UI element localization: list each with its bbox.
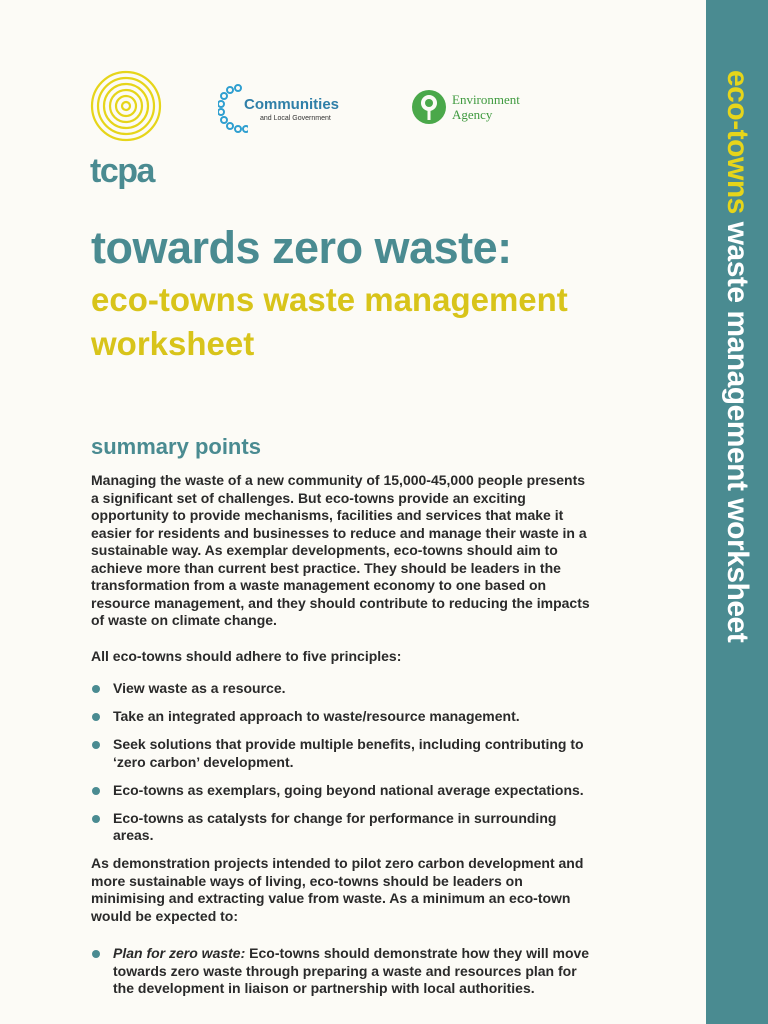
principles-lead: All eco-towns should adhere to five principles: (91, 647, 402, 664)
expectation-label: Plan for zero waste: (113, 945, 246, 961)
demonstration-paragraph: As demonstration projects intended to pilot zero carbon development and more sustainable ways of living, eco-towns should be leaders on minimising and extracting value from waste. As a minimum an eco-town would be expected to: (91, 855, 584, 924)
list-item: Eco-towns as exemplars, going beyond national average expectations. (91, 782, 591, 800)
environment-agency-tree-logo-icon (410, 88, 448, 126)
intro-paragraph: Managing the waste of a new community of 15,000-45,000 people presents a significant set of challenges. But eco-towns provide an exciting opportunity to provide mechanisms, facilities and services that make it easier for residents and businesses to reduce and manage their waste in a sustainable way. As exemplar developments, eco-towns should aim to achieve more than current best practice. They should be leaders in the transformation from a waste management economy to one based on resource management, and they should contribute to reducing the impacts of waste on climate change. (91, 472, 590, 628)
expectation-text: Eco-towns should demonstrate how they will move towards zero waste through preparing a waste and resources plan for the development in liaison or partnership with local authorities. (113, 945, 590, 996)
side-banner-title-highlight: eco-towns (721, 70, 754, 214)
list-item: Take an integrated approach to waste/resource management. (91, 708, 591, 726)
communities-logo (218, 84, 363, 134)
ea-line1: Environment (452, 92, 520, 107)
page-title: towards zero waste: (91, 222, 512, 273)
environment-agency-logo (410, 88, 550, 128)
list-item: Seek solutions that provide multiple benefits, including contributing to ‘zero carbon’ development. (91, 736, 591, 771)
communities-wordmark: Communities (244, 96, 340, 113)
side-banner-title-rest: waste management worksheet (721, 213, 754, 643)
section-heading: summary points (91, 434, 261, 459)
list-item: View waste as a resource. (91, 680, 591, 698)
expectations-list (91, 945, 591, 998)
page-subtitle: eco-towns waste management worksheet (91, 281, 568, 362)
body-content (91, 472, 591, 1008)
local-government-wordmark: and Local Government (260, 115, 331, 122)
principles-list (91, 680, 591, 845)
ea-line2: Agency (452, 107, 493, 122)
tcpa-logo (90, 70, 166, 190)
list-item (91, 945, 591, 998)
side-banner-title (722, 70, 752, 642)
list-item: Eco-towns as catalysts for change for performance in surrounding areas. (91, 810, 591, 845)
tcpa-wordmark: tcpa (90, 152, 154, 190)
environment-agency-wordmark (452, 92, 520, 122)
tcpa-spiral-logo-icon (90, 70, 162, 142)
